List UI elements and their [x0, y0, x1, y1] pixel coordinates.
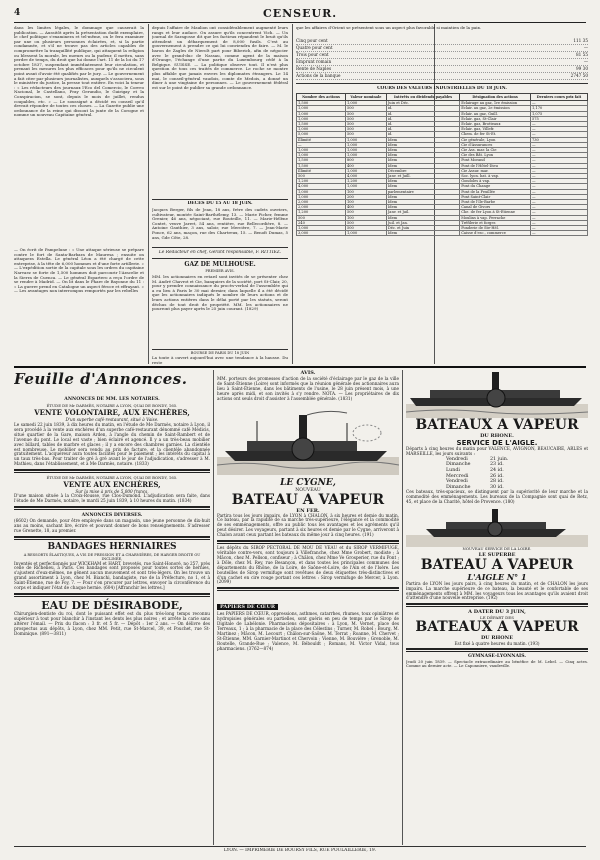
table-cell: 1,000 [345, 153, 386, 158]
table-cell: Idem [386, 215, 459, 220]
cours-header-cell: Valeur nominale [345, 94, 386, 101]
table-cell: Idem [386, 148, 459, 153]
table-cell: Che. de fer Lyon à St-Etienne [460, 210, 531, 215]
table-cell: 1,000 [345, 137, 386, 142]
column-divider [292, 24, 293, 364]
column-divider [213, 370, 214, 845]
ann-vente-1-sub: D'un superbe café-restaurant, situé à Vaise. [65, 417, 159, 422]
table-cell: — [530, 215, 587, 220]
table-cell: 1,000 [297, 116, 346, 121]
quote-row [296, 66, 588, 73]
bat1-service: SERVICE DE L'AIGLE. [456, 439, 538, 447]
table-cell: Éclair. gaz, Brotteaux [460, 122, 531, 127]
table-cell: Janv. et Juil. [386, 210, 459, 215]
table-cell: 1,000 [345, 148, 386, 153]
table-cell: 500 [345, 106, 386, 111]
table-cell: Juil. et Jan. [386, 220, 459, 225]
table-cell: Éclair. au gaz, Guill. [460, 111, 531, 116]
table-cell: 100 [345, 189, 386, 194]
table-cell: — [530, 189, 587, 194]
table-cell: Fonderie de Ste-Hél. [460, 226, 531, 231]
bourse-line: BOURSE DE PARIS DU 18 JUIN [190, 351, 250, 355]
table-cell: Décembre [386, 168, 459, 173]
table-cell: Déc. et Juin [386, 226, 459, 231]
bat1-dates [406, 457, 588, 491]
table-cell: — [530, 205, 587, 210]
table-cell: Éclair. gaz, Villefr. [460, 127, 531, 132]
table-cell: 4,000 [345, 174, 386, 179]
gymnase-text: Jeudi 20 juin 1839. — Spectacle extraordinaire au bénéfice de M. Lebel. — Cinq actes. Comme au dernier acte. — Le Caponniere, vaudeville. [406, 658, 588, 669]
ann-vente-2-text: D'une maison située à la Croix-Rousse, rue Clos-Dumond. L'adjudication sera faite, dans l'étude de Me Darmès, notaire, le mardi 25 juin 1839, à 10 heures du matin. (1834) [14, 493, 210, 504]
table-cell: 1,000 [297, 153, 346, 158]
eau-title: EAU DE DÉSIRABODE, [41, 598, 183, 612]
table-cell: Chem. de fer St-Et. [460, 132, 531, 137]
table-cell: Juin et Déc. [386, 101, 459, 106]
table-cell: 2,000 [297, 205, 346, 210]
column-1-news-continued: — On écrit de Pampelune : « Une attaque sérieuse se prépare contre le fort de Santa-Barbara de Mauresa ; ensuite on attaquera Estella. Le général Léon a été chargé de cette entreprise, à la tête de 6,000 hommes et d'une forte artillerie. » — L'expédition sortie de la capitale sous les ordres du capitaine Narvaez se forte de 1,500 hommes doit parcourir l'Aracelie et la Sierra de Cuenca. — Le général Espartero a reçu l'ordre de se rendre à Madrid. — On lit dans le Phare de Bayonne du 11 : « La guerre prend en Catalogne un aspect féroce et effrayant. » — Les avantages non interrompus remportés par les rebelles [14, 248, 144, 294]
bat1-du-rhone: DU RHONE. [480, 433, 514, 439]
bourse-sub: La toute à ouvert aujourd'hui avec une tendance à la hausse. Du reste [152, 356, 288, 364]
table-cell: id. [386, 127, 459, 132]
column-divider [148, 24, 149, 364]
avis-title: AVIS. [300, 370, 316, 376]
cours-title: COURS DES VALEURS INDUSTRIELLES DU 18 JUIN. [377, 86, 507, 91]
quote-label: Rente de Naples [296, 66, 332, 71]
editor-line: Le Rédacteur en chef, Gérant responsable, F. RITTIEZ. [158, 250, 282, 255]
bat1-title: BATEAUX A VAPEUR [415, 417, 579, 433]
bandages-text: Inventés et perfectionnés par WICKHAM et HART, brevetés, rue Saint-Honoré, no 257, près celle de Richelieu, à Paris. Ces bandages sont proposés pour toutes sortes de hernies, s'ajustent d'eux-mêmes, ne gênent aucun mouvement et sont très-légers. On les trouve un grand assortiment à Lyon, chez M. Bianchi, bandagiste, rue de la Préfecture, no 1, et à Saint-Étienne, rue de Foy, 7. — Pour s'en procurer par lettres, envoyer la circonférence du corps et indiquer l'état de chaque hernie. (604) [Affranchir les lettres.] [14, 560, 210, 591]
quote-value: — [583, 45, 588, 50]
table-cell: Pont Morand [460, 158, 531, 163]
eau-text: Chirurgien-dentiste du roi, dont le puissant effet est du plus très-long temps reconnu supérieur à tout pour blanchir à l'instant les dents les plus noires ; et arrête la carie sans altérer l'émail. — Prix du flacon : 3 fr. et 5 fr. — Dépôt : 1er 2 ans. — On délivre des prospectus aux dépôts, à Lyon, chez MM. Petit, rue St-Marcel, 39, et Pouchet, rue St-Dominique. (891—3811) [14, 610, 210, 636]
table-cell: Idem [386, 231, 459, 236]
table-cell: 500 [345, 226, 386, 231]
table-cell: Pont de la Feuillée [460, 189, 531, 194]
bat3-fixed: Est fixé à quatre heures du matin. (193) [454, 641, 540, 647]
table-cell: 2,000 [297, 200, 346, 205]
table-cell: 500 [345, 210, 386, 215]
page-header [14, 6, 586, 23]
table-cell: parlementaire [386, 189, 459, 194]
annonces-col-c [406, 370, 588, 845]
table-cell: — [530, 142, 587, 147]
table-cell: 1,170 [530, 106, 587, 111]
table-cell: 500 [345, 220, 386, 225]
quote-row [296, 45, 588, 52]
bat3-du-rhone: DU RHONE [480, 635, 514, 642]
ann-head-notaires: ANNONCES DE MM. LES NOTAIRES. [64, 397, 160, 402]
bat2-title: BATEAU A VAPEUR [420, 556, 574, 573]
table-cell: Idem [386, 179, 459, 184]
table-cell: Éclair. au gaz, 2e émission [460, 106, 531, 111]
table-cell: 1,000 [345, 142, 386, 147]
steamboat-illustration-cygne [217, 405, 399, 475]
quote-label: Trois pour cent [296, 52, 329, 57]
table-cell: — [530, 226, 587, 231]
table-cell: Canal de Givors [460, 205, 531, 210]
deces-text: Jacques Berger, fils de Jean, 18 ans, frère des cadets ouvriers, cultivateur, montée Saint-Barthélemy, 13. — Marie Picher, femme Grenier, 46 ans, négociant, rue Bouteille, 11. — Marie-Hélène Contet, veuve Jarret, 54 ans, rentière, rue Bellecordière, 8. — Antoine Gauthier, 3 ans, saloir, rue Mercière, 7. — Jean-Marie Ponce, 62 ans, maçon, rue des Chartreux, 15. — Benoît Dumas, 5 ans, Gde Côte, 28. [152, 208, 288, 240]
cours-header-cell: Derniers cours prix fait [530, 94, 587, 101]
table-cell: 1,500 [297, 122, 346, 127]
table-cell: 500 [345, 127, 386, 132]
papiers-text: Les PAPIERS DE CŒUR, oppressions, asthmes, catarrhes, rhumes, toux opiniâtres et hydropisies générales ou partielles, sont guéris en peu de temps par le Sirop de Digitale de Labélonie. Pharmaciens dépositaires : à Lyon, M. Vernet, place des Terreaux, 1 ; à la pharmacie de la place des Célestins ; Turner, M. Robel ; Bourg, M. Martinez ; Mâcon, M. Lecourt ; Châlon-sur-Saône, M. Terrat ; Roanne, M. Chervet ; St-Étienne, MM. Garnier-Martinot et Chervoin ; Vienne, M. Bouvière ; Grenoble, M. Boutelle, Grande-Rue ; Valence, M. Bébouldt ; Romans, M. Victor Vidal, tous pharmaciens. (3762—874) [217, 611, 399, 651]
departure-day: Lundi [446, 468, 460, 473]
table-cell: — [530, 158, 587, 163]
table-cell: Pont de l'Ile-Barbe [460, 200, 531, 205]
table-cell: Janv. et Juill. [386, 174, 459, 179]
quote-value: 81 55 [576, 52, 588, 57]
table-row [297, 231, 588, 236]
feuille-title: Feuille d'Annonces. [14, 370, 188, 388]
gaz-title: GAZ DE MULHOUSE. [184, 261, 256, 268]
ann-vente-1: VENTE VOLONTAIRE, AUX ENCHÈRES, [34, 408, 190, 417]
table-cell: id. [386, 116, 459, 121]
feuille-title-box [14, 370, 210, 394]
bat3-title: BATEAUX A VAPEUR [415, 619, 579, 636]
bat2-nouveau: NOUVEAU SERVICE DE LA LOIRE. [462, 546, 532, 552]
annonces-col-b [217, 370, 399, 845]
bat2-text: Partira de LYON les jours pairs, à cinq heures du matin, et de CHALON les jours impairs. La marche supérieure de ce bateau, la beauté et le confortable de ses emménagements offrent à MM. les voyageurs tous les avantages qu'ils avaient droit d'attendre d'une nouvelle entreprise. (192) [406, 580, 588, 601]
cours-header-cell: Intérêts ou dividends payables [386, 94, 459, 101]
table-cell: — [530, 194, 587, 199]
table-cell: — [530, 231, 587, 236]
table-cell: 1,500 [297, 101, 346, 106]
table-cell: 100 [345, 215, 386, 220]
quote-label: Cinq pour cent [296, 38, 328, 43]
papiers-title: PAPIERS DE CŒUR [217, 604, 278, 610]
table-cell: — [530, 163, 587, 168]
departure-date-value: 23 id. [490, 462, 504, 468]
table-cell: 500 [345, 132, 386, 137]
table-cell: 1,000 [297, 226, 346, 231]
table-cell: Soc. lyon. bat. à vap. [460, 174, 531, 179]
table-cell: — [530, 132, 587, 137]
ann-etude-2: ÉTUDE DE Mr DARMÈS, NOTAIRE A LYON, QUAI DE BONDY, 165. [46, 475, 178, 481]
table-cell: Idem [386, 163, 459, 168]
bat2-le-superbe: LE SUPERBE [478, 551, 516, 558]
table-cell: 200 [345, 194, 386, 199]
departure-day: Dimanche [446, 484, 471, 490]
departure-date-value: 28 id. [490, 479, 504, 485]
quote-value: 2747 50 [570, 73, 588, 78]
table-cell: 1,000 [345, 101, 386, 106]
table-cell: 1,500 [297, 163, 346, 168]
table-cell: 730 [530, 137, 587, 142]
table-cell: 400 [345, 163, 386, 168]
bandages-title: BANDAGES HERNIAIRES [47, 541, 177, 552]
table-cell: Gondoles à vap. [460, 179, 531, 184]
departure-date-value: 30 id. [490, 484, 504, 490]
bat3-date: A DATER DU 3 JUIN, [468, 609, 526, 616]
table-cell: 3,000 [297, 231, 346, 236]
gymnase-title: GYMNASE-LYONNAIS. [468, 654, 526, 660]
table-cell: — [530, 210, 587, 215]
gaz-subtitle: PREMIER AVIS. [205, 269, 235, 273]
page-number: 4 [14, 8, 21, 18]
table-cell: 1,000 [345, 184, 386, 189]
table-cell: 1,000 [297, 194, 346, 199]
departure-day: Vendredi [446, 456, 468, 462]
table-cell: 500 [297, 174, 346, 179]
table-cell: 1,500 [297, 158, 346, 163]
table-cell: id. [386, 122, 459, 127]
table-cell: 1,200 [297, 179, 346, 184]
gaz-text: MM. les actionnaires en retard sont invités de se présenter chez M. André Chavrot et Cie, banquiers de la société, port St-Clair, 20, pour y prendre connaissance du procès-verbal de l'assemblée qui a eu lieu à Paris le 30 mai dernier, dans laquelle il a été décidé que les actionnaires indiqués le nombre de leurs actions et de leurs actions entières dans le délai porté par les statuts, seront déchus de tout droit de propriété. MM. les actionnaires ne pourront plus payer après le 25 juin courant. (1829) [152, 275, 288, 312]
deces-title: DÉCÈS DU 15 AU 18 JUIN. [187, 201, 253, 206]
table-cell: Tréfilerie et forges [460, 220, 531, 225]
table-cell: 1,000 [297, 111, 346, 116]
table-cell: — [530, 184, 587, 189]
table-cell: Caisse d'esc., commerce [460, 231, 531, 236]
ann-vente-2: VENTE AUX ENCHÈRES, [63, 480, 161, 490]
steamboat-illustration-aigle [406, 370, 588, 418]
table-cell: Idem [386, 158, 459, 163]
cygne-text: Partira tous les jours impairs, de LYON à CHALON, à six heures et demie du matin. Ce bateau, par la rapidité de sa marche très-supérieure, l'élégance et la commodité de ses emménagements, offre au public tous les avantages et les agréments qu'il peut désirer. Les voyageurs, partant à six heures et demie par le Cygne, arriveront à Chalon avant ceux partant les bateaux du même jour à cinq heures. (191) [217, 512, 399, 538]
bat1-text2: Ces bateaux, très-spacieux, se distinguent par la supériorité de leur marche et la commodité des emménagements. Les bureaux de la Compagnie sont quai de Retz, 45, et place de la Charité, hôtel de Provence. (180) [406, 489, 588, 505]
table-cell: Idem [386, 184, 459, 189]
table-cell: Idem [386, 194, 459, 199]
col4-text: que les affaires d'Orient se présentent sous un aspect plus favorable si maintien de la paix. [296, 26, 482, 30]
table-cell: — [530, 168, 587, 173]
ann-diverses-text: (6602) On demande, pour être employée dans un magasin, une jeune personne de dix-huit ans au moins, sachant lire, écrire et pouvant donner de bons renseignements. S'adresser rue Grenette, 18, au premier. [14, 517, 210, 533]
table-cell: — [530, 174, 587, 179]
table-cell: 100 [345, 200, 386, 205]
ann-diverses-head: ANNONCES DIVERSES. [81, 512, 143, 518]
table-cell: — [530, 101, 587, 106]
annonces-col-a [14, 396, 210, 844]
quote-row [296, 59, 588, 66]
table-cell: 1,000 [345, 168, 386, 173]
table-cell: Éclairage au gaz, 1re émission [460, 101, 531, 106]
masthead-title: CENSEUR. [262, 7, 338, 20]
table-cell: 1,000 [345, 231, 386, 236]
table-cell: id. [386, 132, 459, 137]
quote-row [296, 38, 588, 45]
table-cell: 400 [345, 205, 386, 210]
table-cell: — [530, 220, 587, 225]
table-cell: 240 [297, 220, 346, 225]
quote-row [296, 52, 588, 59]
ann-vente-2-sub: Sur la mise à prix de 5,000 francs, [75, 489, 149, 495]
table-cell: — [530, 179, 587, 184]
table-cell: 1,075 [530, 111, 587, 116]
table-cell: — [297, 142, 346, 147]
table-cell: 1,000 [297, 148, 346, 153]
table-cell: — [530, 153, 587, 158]
table-cell: Idem [386, 205, 459, 210]
table-cell: 1,000 [297, 189, 346, 194]
table-cell: Cie des Bât. Lyon [460, 153, 531, 158]
quote-label: Emprunt romain [296, 59, 332, 64]
table-cell: 4,000 [297, 184, 346, 189]
cygne-en-fer: EN FER. [296, 507, 320, 514]
quote-label: Quatre pour cent [296, 45, 333, 50]
departure-day: Mercredi [446, 473, 469, 479]
table-cell: Moulins à vap. Perrache [460, 215, 531, 220]
table-cell: id. [386, 111, 459, 116]
avis-text: MM. porteurs des promesses d'action de la société d'éclairage par le gaz de la ville de Saint-Étienne (Loire) sont informés que la réunion générale des actionnaires aura lieu à Saint-Étienne, dans les bâtiments de l'usine, le 28 juin présent mois, à une heure après midi, et son invités à s'y rendre. NOTA. — Les propriétaires de dix actions ont seuls droit d'assister à l'assemblée générale. (1831) [217, 376, 399, 401]
table-cell: Illimité [297, 137, 346, 142]
ann-vente-1-text: Le samedi 22 juin 1839, à dix heures du matin, en l'étude de Me Darmès, notaire à Lyon, il sera procédé à la vente aux enchères d'un superbe café-restaurant dénommé café Médicis, situé quartier de la Gare, maison Arden, à l'angle du chemin de Saint-Rambert et de l'avenue du pont. Le local est vaste ; bien éclairé et agencé. Il y a un très-beau mobilier avec billard, tables de marbre et glaces ; il y a encore des chambres garnies. La clientèle est nombreuse. Le mobilier sera vendu au prix de facture, et la clientèle abandonnée gratuitement. L'acquéreur aura toutes facilités pour le paiement ; les intérêts du capital à un taux très-bas. Pour traiter de gré à gré avant le jour de l'adjudication, s'adresser à M. Mathieu, dans l'établissement, et à Me Darmès, notaire. (1833) [14, 422, 210, 467]
departure-day: Dimanche [446, 462, 471, 468]
column-divider [402, 370, 403, 845]
table-cell: Idem [386, 142, 459, 147]
cygne-nouveau: NOUVEAU [295, 487, 321, 493]
quote-value: 111 35 [573, 38, 588, 43]
cygne-bateau: BATEAU A VAPEUR [231, 491, 385, 508]
table-cell: Idem [386, 200, 459, 205]
table-cell: 5,000 [297, 132, 346, 137]
cours-header-cell: Désignation des actions [460, 94, 531, 101]
table-cell: Cie générale, Lyon [460, 137, 531, 142]
bandages-sub: A RESSORTS ÉLASTIQUES, A VIS DE PRESSION ET A CHARNIÈRES, DE HARGER DROITE OU INCLINÉE, [23, 552, 201, 562]
bat2-aigle: L'AIGLE N° 1 [467, 571, 527, 582]
table-cell: Cie Assur. mar. [460, 168, 531, 173]
cygne-title: LE CYGNE, [280, 477, 336, 488]
table-cell: 1,200 [345, 179, 386, 184]
cours-table [296, 93, 588, 363]
steamboat-illustration-loire [406, 507, 588, 547]
table-cell: Cie d'Assurances [460, 142, 531, 147]
quote-row [296, 73, 588, 80]
table-cell: id. [386, 106, 459, 111]
bat1-text: Départs à cinq heures du matin pour VALENCE, AVIGNON, BEAUCAIRE, ARLES et MARSEILLE, les jours suivants : [406, 446, 588, 456]
table-cell: Pont du Change [460, 184, 531, 189]
table-cell: — [530, 200, 587, 205]
quote-value: — [583, 59, 588, 64]
table-cell: Idem [386, 153, 459, 158]
table-cell: Pont de l'Hôtel-Dieu [460, 163, 531, 168]
quote-value: 99 30 [576, 66, 588, 71]
table-cell: 800 [345, 158, 386, 163]
departure-day: Vendredi [446, 479, 468, 485]
sirop-text: Les dépôts du SIROP PECTORAL DE MOU DE VEAU et du SIROP VERMIFUGE, véritable contre-vers, sont toujours à Villefranche, chez Mme Grobert, modiste ; à Mâcon, chez M. Pellson, confiseur ; à Châlon, chez Mme Ve Grosperier, rue du Pont ; à Dôle, chez M. Rey, rue Besançon, et dans toutes les principales communes des départements du Rhône, de la Loire, de Saône-et-Loire, de l'Ain et de l'Isère. Les bouteilles de Sirop vermifuge sont revêtues de deux étiquettes très-distinctives et d'un cachet en cire rouge portant ces lettres : Sirop vermifuge de Mercer, à Lyon. (2099) [217, 545, 399, 585]
imprimerie-line: LYON. — IMPRIMERIE DE BOURSY FILS, RUE POULAILLERIE, 19. [223, 848, 377, 853]
ann-etude-1: ÉTUDE DE Mr DARMÈS, NOTAIRE A LYON, QUAI DE BONDY, 165. [46, 403, 178, 408]
table-cell: 1,000 [297, 106, 346, 111]
table-cell: — [530, 127, 587, 132]
table-cell: Illimité [297, 168, 346, 173]
table-cell: Idem [386, 137, 459, 142]
table-cell: 500 [345, 116, 386, 121]
quote-label: Actions de la banque [296, 73, 341, 78]
departure-date-value: 24 id. [490, 468, 504, 473]
table-cell: 500 [345, 111, 386, 116]
table-cell: 500 [297, 215, 346, 220]
table-cell: — [530, 122, 587, 127]
departure-date-value: 21 juin. [490, 456, 509, 462]
table-cell: 1,000 [297, 127, 346, 132]
table-cell: Éclair. gaz, St-Clair [460, 116, 531, 121]
column-1-news: dans les limites légales, le dommage que causerait la publication. — Aussitôt après la présentation dudit exemplaire, le chef politique s'examinera et tel-même, on le fera examiner par une ou plusieurs personnes éclairées, et, si la partie condamnée, et s'il ne trouve pas des articles capables de compromettre la tranquillité publique, qui attaquent la religion ou blessent la morale, les mœurs ou la pudeur, il mettra, sans perdre de temps, du droit que lui donne l'art. 11 de la loi du 17 octobre 1837, suspendant immédiatement leur circulation, et prenant les mesures les plus efficaces pour qu'ils ne circulent point avant d'avoir été qualifiés par le jury. — Le gouvernement a fait citer par plusieurs journalistes, auxquels s'associera, sous le ministère du justice, la presse tout entière. En voici la teneur : « Les rédacteurs des journaux l'Eco del Comercio, le Correo Nacional, le Castellano, Fray Gerundio, le Guirigay et la Conspiracion, se sont, depuis le mois de juillet, rendus coupables, etc. » — Le soussigné a décidé en conseil qu'il devrait répondre de toutes ces choses. — La Gazette publie une ordonnance de la reine qui dissout la junte de la Corogne et nomme un nouveau Capitaine général. [14, 26, 144, 118]
cours-header-cell: Nombre des actions [297, 94, 346, 101]
table-cell: 500 [345, 122, 386, 127]
table-cell: Cie Ass. mar. la Cie [460, 148, 531, 153]
quotes-list [296, 38, 588, 80]
column-2-news: depuis l'affaire de Maulion ont considérablement augmenté leurs rangs et leur audace. On assure qu'ils concentrent Vich. — Un journal de Saragosse dit que les factieux répandent le bruit qu'ils attendent un débarquement de 8,000 fusils. C'est au gouvernement à prendre ce qui lui conviendra de faire. — M. le baron de Zagles de Nierolt part pour Biberich, afin de négocier avec le grand-duc de Nassau, comme agent de la maison d'Orange, l'échange d'une partie du Luxembourg cédé à la Belgique. SUISSE. — La politique observe tout. Il n'est plus question de tous ces traités de commerce. Le roche se montre plus affable que jamais envers les diplomates étrangers. Le 14 mai, le conseil-général vaudois, comte de Medois, a donné un diner à une vingtaine de personnes. — Le gouvernement fédéral est sur le point de publier sa grande ordonnance. [152, 26, 288, 90]
table-cell: Pont Saint-Clair [460, 194, 531, 199]
table-cell: 1,200 [297, 210, 346, 215]
bat3-depart: LE DÉPART DES [480, 615, 514, 621]
table-cell: 575 [530, 116, 587, 121]
table-cell: — [530, 148, 587, 153]
departure-date-value: 26 id. [490, 473, 504, 479]
